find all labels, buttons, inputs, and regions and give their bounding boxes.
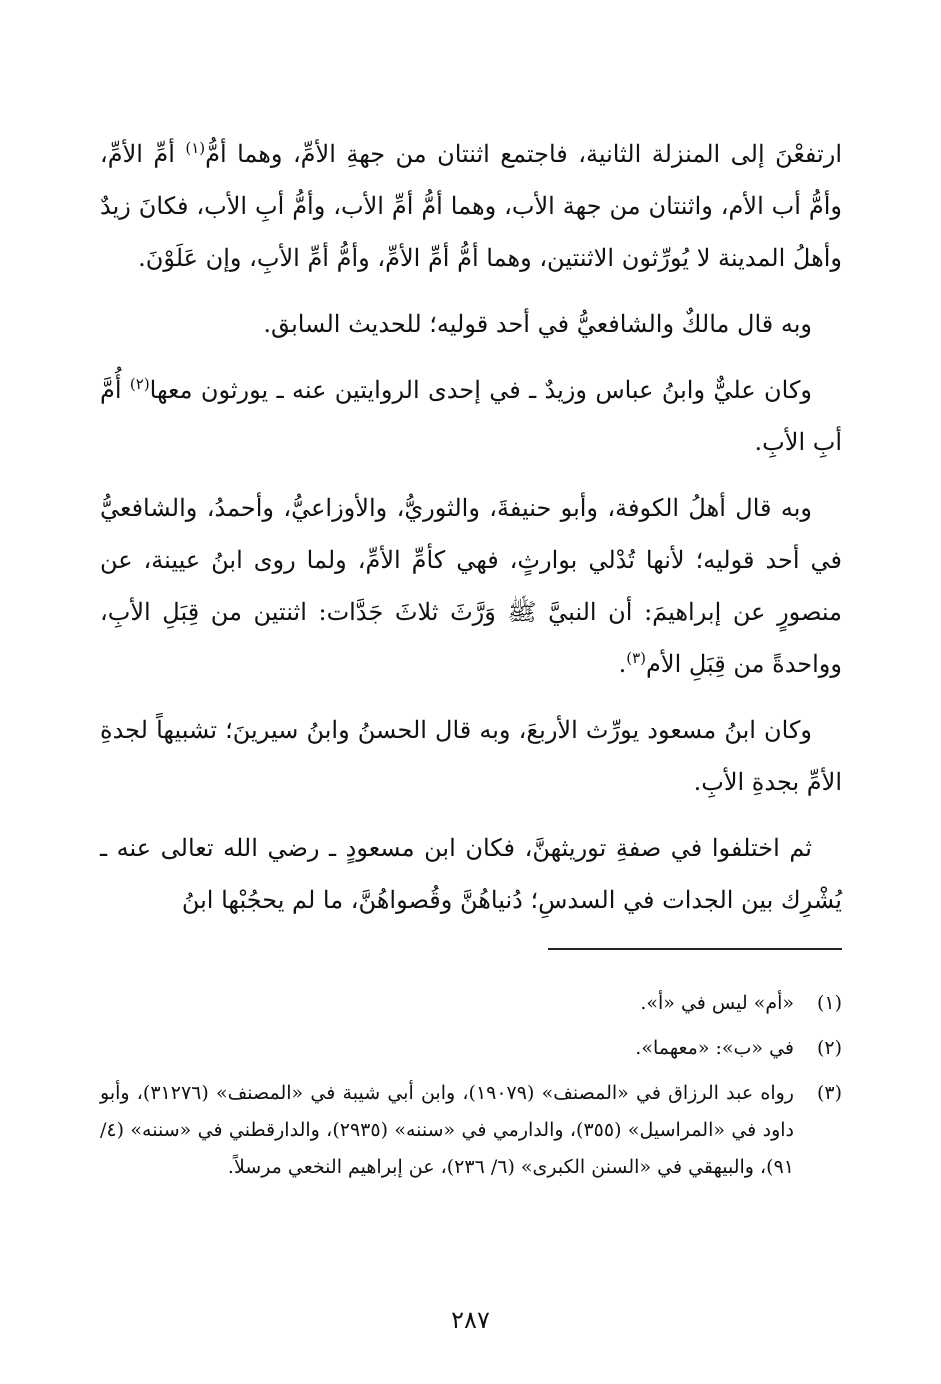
paragraph-5 (100, 704, 842, 808)
footnote-1 (100, 985, 842, 1022)
paragraph-6 (100, 822, 842, 926)
page-number: ٢٨٧ (451, 1306, 490, 1334)
paragraph-text: أُمَّ أبِ الأبِ. (100, 376, 842, 456)
paragraph-3 (100, 364, 842, 468)
footnotes (100, 985, 842, 1194)
footnote-3 (100, 1075, 842, 1186)
footnote-text: «أم» ليس في «أ». (640, 992, 794, 1014)
paragraph-text: وبه قال مالكٌ والشافعيُّ في أحد قوليه؛ للحديث السابق. (263, 310, 812, 338)
footnote-ref-1[interactable]: (١) (185, 139, 206, 157)
paragraph-text: وكان عليٌّ وابنُ عباس وزيدٌ ـ في إحدى الروايتين عنه ـ يورثون معها (149, 376, 812, 404)
footnote-number: (٢) (816, 1037, 842, 1059)
paragraph-text: ارتفعْنَ إلى المنزلة الثانية، فاجتمع اثنتان من جهةِ الأمِّ، وهما أمُّ (205, 140, 842, 168)
footnote-text: في «ب»: «معهما». (635, 1037, 794, 1059)
paragraph-2 (100, 298, 842, 350)
footnote-ref-3[interactable]: (٣) (626, 649, 647, 667)
footnote-2 (100, 1030, 842, 1067)
paragraph-text: . (618, 650, 627, 678)
footnote-ref-2[interactable]: (٢) (129, 375, 150, 393)
paragraph-1 (100, 128, 842, 284)
paragraph-text: وكان ابنُ مسعود يورِّث الأربعَ، وبه قال الحسنُ وابنُ سيرينَ؛ تشبيهاً لجدةِ الأمِّ بجدةِ الأبِ. (100, 716, 842, 796)
main-text (100, 128, 842, 940)
footnote-number: (٣) (816, 1082, 842, 1104)
footnote-text: رواه عبد الرزاق في «المصنف» (١٩٠٧٩)، وابن أبي شيبة في «المصنف» (٣١٢٧٦)، وأبو داود في «المراسيل» (٣٥٥)، والدارمي في «سننه» (٢٩٣٥)، والدارقطني في «سننه» (٤/ ٩١)، والبيهقي في «السنن الكبرى» (٦/ ٢٣٦)، عن إبراهيم النخعي مرسلاً. (100, 1082, 795, 1178)
paragraph-text: ثم اختلفوا في صفةِ توريثهنَّ، فكان ابن مسعودٍ ـ رضي الله تعالى عنه ـ يُشْرِك بين الجدات في السدسِ؛ دُنياهُنَّ وقُصواهُنَّ، ما لم يحجُبْها ابنُ (100, 834, 842, 914)
paragraph-4 (100, 482, 842, 690)
paragraph-text: وبه قال أهلُ الكوفة، وأبو حنيفةَ، والثوريُّ، والأوزاعيُّ، وأحمدُ، والشافعيُّ في أحد قوليه؛ لأنها تُدْلي بوارثٍ، فهي كأمِّ الأمِّ، ولما روى ابنُ عيينة، عن منصورٍ عن إبراهيمَ: أن النبيَّ ﷺ وَرَّثَ ثلاثَ جَدَّات: اثنتين من قِبَلِ الأبِ، وواحدةً من قِبَلِ الأم (100, 494, 842, 678)
footnote-separator (548, 948, 842, 950)
paragraph-text: أمِّ الأمِّ، وأمُّ أب الأم، واثنتان من جهة الأب، وهما أمُّ أمِّ الأب، وأمُّ أبِ الأب، فكانَ زيدٌ وأهلُ المدينة لا يُورِّثون الاثنتين، وهما أمُّ أمِّ الأمِّ، وأمُّ أمِّ الأبِ، وإن عَلَوْنَ. (100, 140, 842, 272)
footnote-number: (١) (816, 992, 842, 1014)
